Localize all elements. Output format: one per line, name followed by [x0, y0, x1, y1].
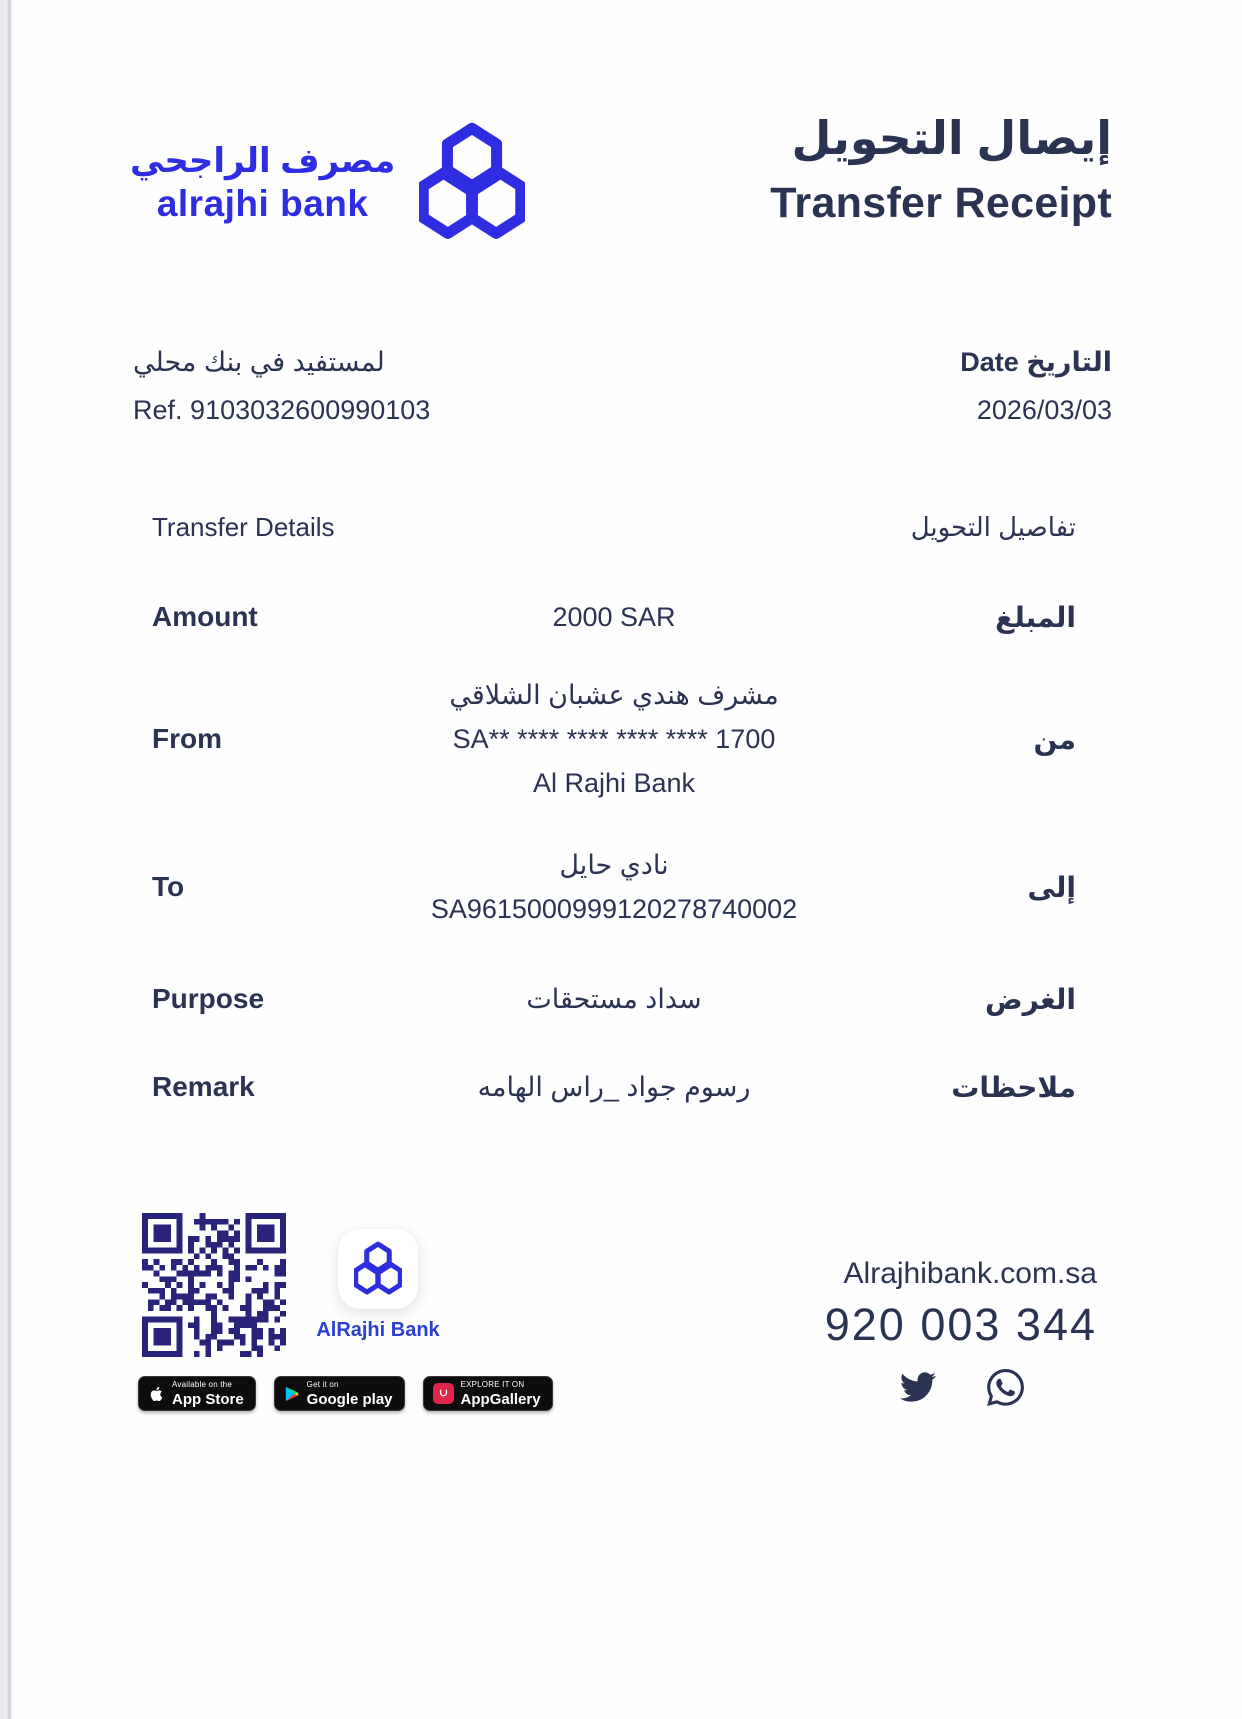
- app-block: [302, 1229, 454, 1342]
- meta-section: [133, 338, 1112, 434]
- brand-logo: [130, 122, 525, 246]
- twitter-icon[interactable]: [897, 1369, 939, 1405]
- to-label-en: To: [152, 871, 185, 902]
- details-title-ar: تفاصيل التحويل: [910, 512, 1076, 542]
- brand-name-arabic: مصرف الراجحي: [130, 142, 396, 181]
- from-label-en: From: [152, 723, 222, 754]
- remark-row: [130, 1065, 1112, 1109]
- appgallery-badge[interactable]: EXPLORE IT ON AppGallery: [423, 1376, 553, 1411]
- contact-block: [825, 1257, 1097, 1406]
- page-edge-shadow: [0, 0, 12, 1719]
- website-link[interactable]: Alrajhibank.com.sa: [843, 1257, 1097, 1290]
- social-icons: [825, 1369, 1097, 1406]
- receipt-title-arabic: إيصال التحويل: [791, 112, 1112, 164]
- date-value: 2026/03/03: [976, 395, 1112, 425]
- app-name: AlRajhi Bank: [316, 1319, 440, 1341]
- whatsapp-icon[interactable]: [987, 1369, 1024, 1406]
- purpose-value: سداد مستحقات: [526, 984, 702, 1014]
- brand-logotype: [130, 143, 395, 224]
- alrajhi-logo-small-icon: [354, 1241, 402, 1298]
- sender-bank: Al Rajhi Bank: [532, 768, 696, 798]
- remark-label-ar: ملاحظات: [951, 1071, 1076, 1103]
- google-play-icon: [284, 1385, 300, 1403]
- beneficiary-iban: SA9615000999120278740002: [430, 894, 798, 924]
- details-title-en: Transfer Details: [152, 512, 335, 542]
- alrajhi-app-icon: [338, 1229, 418, 1309]
- date-label: التاريخ Date: [960, 347, 1112, 377]
- transfer-details-section: [130, 512, 1112, 1109]
- purpose-row: [130, 977, 1112, 1021]
- appgallery-icon: [433, 1383, 454, 1404]
- phone-number: 920 003 344: [824, 1299, 1097, 1350]
- amount-row: [130, 595, 1112, 639]
- to-value: [352, 843, 876, 931]
- purpose-label-ar: الغرض: [985, 983, 1076, 1015]
- from-value: [352, 673, 876, 805]
- alrajhi-logo-icon: [419, 122, 525, 246]
- qr-code[interactable]: [142, 1213, 286, 1357]
- from-label-ar: من: [1033, 723, 1076, 755]
- sender-iban-masked: SA** **** **** **** **** 1700: [452, 724, 776, 754]
- app-store-badge[interactable]: Available on the App Store: [138, 1376, 256, 1411]
- meta-right: [960, 338, 1112, 434]
- beneficiary-note: لمستفيد في بنك محلي: [133, 347, 385, 377]
- to-row: [130, 843, 1112, 931]
- remark-label-en: Remark: [152, 1071, 255, 1102]
- amount-label-en: Amount: [152, 601, 258, 632]
- details-section-header: [130, 512, 1112, 543]
- receipt-title-english: Transfer Receipt: [770, 178, 1112, 227]
- from-row: [130, 673, 1112, 805]
- reference-number: Ref. 9103032600990103: [133, 395, 431, 425]
- meta-left: [133, 338, 430, 434]
- to-label-ar: إلى: [1027, 871, 1076, 903]
- store-badges: [138, 1376, 553, 1411]
- apple-icon: [148, 1384, 165, 1404]
- header: [130, 96, 1112, 246]
- purpose-label-en: Purpose: [152, 983, 265, 1014]
- brand-name-english: alrajhi bank: [156, 182, 369, 224]
- beneficiary-name: نادي حايل: [559, 850, 669, 880]
- amount-label-ar: المبلغ: [995, 601, 1076, 633]
- sender-name: مشرف هندي عشبان الشلاقي: [449, 680, 779, 710]
- google-play-badge[interactable]: Get it on Google play: [274, 1376, 405, 1411]
- footer: [130, 1213, 1112, 1433]
- receipt-titles: [770, 112, 1112, 228]
- amount-value: 2000 SAR: [552, 602, 676, 632]
- remark-value: رسوم جواد _راس الهامه: [477, 1072, 751, 1102]
